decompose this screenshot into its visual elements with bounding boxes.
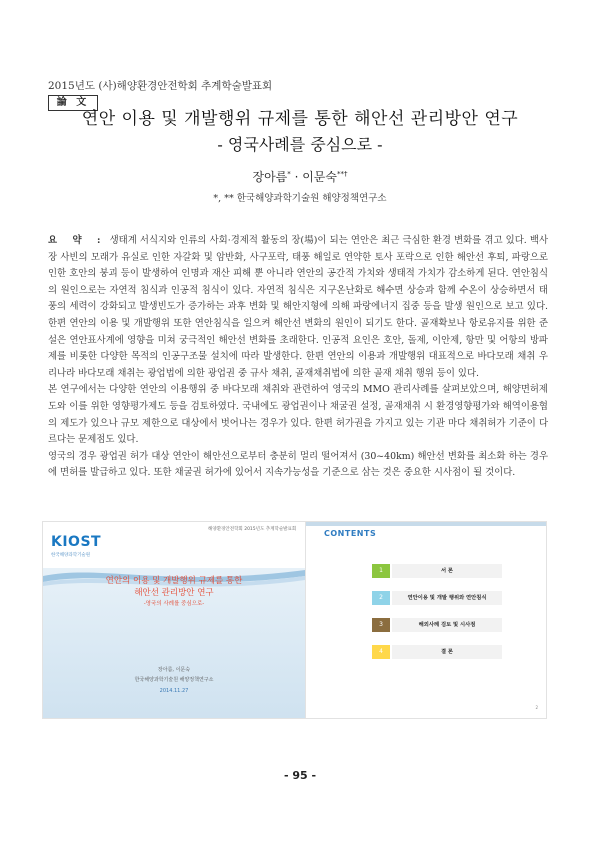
slide-page-number: 2	[535, 705, 538, 710]
affiliation: *, ** 한국해양과학기술원 해양정책연구소	[213, 193, 387, 204]
contents-slide	[306, 522, 546, 718]
title-slide	[43, 522, 305, 718]
contents-item-number: 4	[372, 645, 390, 659]
slide-authors: 장아름, 이문숙	[157, 667, 191, 673]
author-2: 이문숙	[302, 170, 337, 184]
abstract-label: 요 약 :	[48, 235, 107, 246]
paper-subtitle: - 영국사례를 중심으로 -	[217, 135, 383, 154]
author-2-mark: **†	[337, 170, 348, 178]
slide-date: 2014.11.27	[159, 688, 189, 694]
kiost-logo-subtitle: 한국해양과학기술원	[51, 553, 91, 558]
author-1-mark: *	[287, 170, 291, 178]
contents-heading: CONTENTS	[324, 529, 377, 538]
abstract-paragraph-2: 본 연구에서는 다양한 연안의 이용행위 중 바다모래 채취와 관련하여 영국의 MMO 관리사례를 살펴보았으며, 해양면허제도와 이를 위한 영향평가제도 등을 검토하였다. 국내에도 광업권이나 채굴권 설정, 골재채취 시 환경영향평가와 해역이용협의 제도가 있으나 규모 제한으로 대상에서 벗어나는 경우가 있다. 한편 허가권을 가지고 있는 기관 마다 채취허가 기준이 다르다는 문제점도 있다.	[48, 384, 548, 446]
conference-header: 2015년도 (사)해양환경안전학회 추계학술발표회	[48, 80, 273, 92]
contents-item	[372, 618, 502, 632]
contents-item-label: 연안이용 및 개발 행위와 연안침식	[392, 591, 502, 605]
article-type-tag: 論 文	[48, 95, 98, 111]
contents-item	[372, 564, 502, 578]
contents-top-band	[306, 522, 546, 526]
kiost-logo: KIOST	[51, 534, 102, 550]
abstract	[48, 233, 548, 482]
contents-item-number: 1	[372, 564, 390, 578]
contents-item-label: 서 론	[392, 564, 502, 578]
abstract-paragraph-1	[48, 233, 548, 382]
contents-item-label: 해외사례 검토 및 시사점	[392, 618, 502, 632]
abstract-paragraph-3: 영국의 경우 광업권 허가 대상 연안이 해안선으로부터 충분히 멀리 떨어져서 (30~40km) 해안선 변화를 최소화 하는 경우에 면허를 발급하고 있다. 또한 채굴권 허가에 있어서 지속가능성을 기준으로 삼는 것은 중요한 시사점이 될 것이다.	[48, 450, 548, 479]
author-separator: ·	[290, 170, 303, 184]
author-1: 장아름	[252, 170, 288, 184]
contents-item-number: 3	[372, 618, 390, 632]
slide-title-line-1: 연안의 이용 및 개발행위 규제를 통한	[105, 576, 243, 586]
contents-item	[372, 591, 502, 605]
contents-item	[372, 645, 502, 659]
slide-title-line-2: 해안선 관리방안 연구	[134, 588, 214, 598]
page-number: - 95 -	[283, 769, 317, 782]
paper-title: 연안 이용 및 개발행위 규제를 통한 해안선 관리방안 연구	[81, 109, 519, 129]
abstract-text-1: 생태계 서식지와 인류의 사회·경제적 활동의 장(場)이 되는 연안은 최근 극심한 환경 변화를 겪고 있다. 백사장 사빈의 모래가 유실로 인한 자갈화 및 암반화, 사구포락, 태풍 해일로 연약한 토사 포락으로 인한 해안선 후퇴, 파랑으로 인한 호안의 붕괴 등이 발생하여 인명과 재산 피해 뿐 아니라 연안의 공간적 가치와 생태적 가치가 감소하게 된다. 연안침식의 원인으로는 자연적 침식과 인공적 침식이 있다. 자연적 침식은 지구온난화로 해수면 상승과 함께 수온이 상승하면서 태풍의 세력이 강화되고 발생빈도가 증가하는 과후 변화 및 해안지형에 의해 파랑에너지 집중 등을 발생 원인으로 보고 있다. 한편 연안의 이용 및 개발행위 또한 연안침식을 일으켜 해안선 변화의 원인이 되기도 한다. 골재확보나 항로유지를 위한 준설은 연안표사계에 영향을 미쳐 궁극적인 해안선 변화를 초래한다. 인공적 요인은 호안, 돌제, 이안제, 항만 및 어항의 방파제를 비롯한 다양한 목적의 인공구조물 설치에 따라 발생한다. 한편 연안의 이용과 개발행위 대표적으로 바다모래 채취 우리나라 바다모래 채취는 광업법에 의한 광업권 중 규사 채취, 골재채취법에 의한 골재 채취 행위 등이 있다.	[48, 235, 549, 379]
slide-conference-header: 해양환경안전학회 2015년도 추계학술발표회	[208, 527, 297, 532]
slide-title-line-3: -영국의 사례를 중심으로-	[143, 601, 205, 607]
author-line	[0, 168, 600, 185]
contents-item-label: 결 론	[392, 645, 502, 659]
contents-item-number: 2	[372, 591, 390, 605]
slide-affiliation: 한국해양과학기술원 해양정책연구소	[134, 677, 214, 683]
